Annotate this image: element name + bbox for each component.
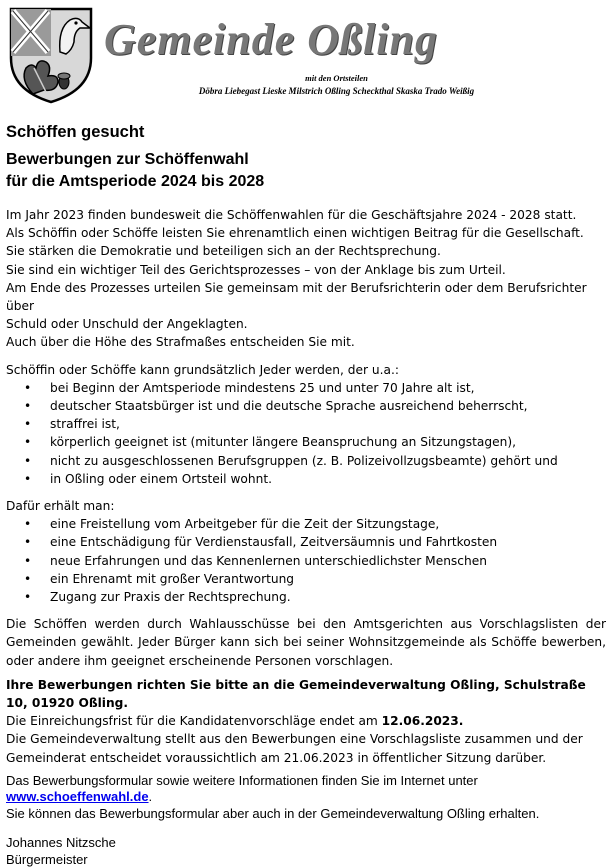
intro-line: Am Ende des Prozesses urteilen Sie gemeinsam mit der Berufsrichterin oder dem Berufsrichter über xyxy=(6,280,587,314)
selection-paragraph: Die Schöffen werden durch Wahlausschüsse bei den Amtsgerichten aus Vorschlagslisten der Gemeinden gewählt. Jeder Bürger kann sich bei seiner Wohnsitzgemeinde als Schöffe bewerben, oder andere ihm geeignet erscheinende Personen vorschlagen. xyxy=(6,617,606,668)
signature-role: Bürgermeister xyxy=(6,851,88,867)
list-item: • bei Beginn der Amtsperiode mindestens 25 und unter 70 Jahre alt ist, xyxy=(6,379,606,397)
list-item: • eine Entschädigung für Verdienstausfall, Zeitversäumnis und Fahrtkosten xyxy=(6,533,606,551)
list-item: • straffrei ist, xyxy=(6,415,606,433)
municipality-title: Gemeinde Oßling xyxy=(104,15,438,64)
benefits-lead: Dafür erhält man: xyxy=(6,499,115,514)
districts-list: Döbra Liebegast Lieske Milstrich Oßling Scheckthal Skaska Trado Weißig xyxy=(198,86,475,96)
website-link[interactable]: www.schoeffenwahl.de xyxy=(6,789,149,805)
list-item: • neue Erfahrungen und das Kennenlernen unterschiedlichster Menschen xyxy=(6,552,606,570)
form-info-line: Das Bewerbungsformular sowie weitere Informationen finden Sie im Internet unter xyxy=(6,772,478,788)
list-item: • in Oßling oder einem Ortsteil wohnt. xyxy=(6,470,606,488)
subtitle-line-1: Bewerbungen zur Schöffenwahl xyxy=(6,151,249,168)
deadline-date: 12.06.2023. xyxy=(381,714,464,729)
letterhead xyxy=(0,0,613,110)
form-link-line xyxy=(6,789,606,806)
intro-section xyxy=(6,206,606,767)
subtitle-line-2: für die Amtsperiode 2024 bis 2028 xyxy=(6,173,265,190)
list-item: • körperlich geeignet ist (mitunter längere Beanspruchung an Sitzungstagen), xyxy=(6,433,606,451)
council-decision: Die Gemeindeverwaltung stellt aus den Bewerbungen eine Vorschlagsliste zusammen und der Gemeinderat entscheidet voraussichtlich am 21.06.2023 in öffentlicher Sitzung darüber. xyxy=(6,732,583,765)
list-item: • deutscher Staatsbürger ist und die deutsche Sprache ausreichend beherrscht, xyxy=(6,397,606,415)
intro-line: Im Jahr 2023 finden bundesweit die Schöffenwahlen für die Geschäftsjahre 2024 - 2028 statt. xyxy=(6,208,577,222)
signature-name: Johannes Nitzsche xyxy=(6,835,116,851)
intro-line: Sie stärken die Demokratie und beteiligen sich an der Rechtsprechung. xyxy=(6,244,441,259)
list-item: • ein Ehrenamt mit großer Verantwortung xyxy=(6,570,606,588)
form-info-section xyxy=(6,773,606,868)
form-info-line: Sie können das Bewerbungsformular aber auch in der Gemeindeverwaltung Oßling erhalten. xyxy=(6,805,540,821)
list-item: • eine Freistellung vom Arbeitgeber für die Zeit der Sitzungstage, xyxy=(6,515,606,533)
list-item: • Zugang zur Praxis der Rechtsprechung. xyxy=(6,588,606,606)
notice-content xyxy=(6,122,606,868)
deadline-line xyxy=(6,712,606,730)
intro-line: Auch über die Höhe des Strafmaßes entscheiden Sie mit. xyxy=(6,335,355,350)
intro-line: Als Schöffin oder Schöffe leisten Sie ehrenamtlich einen wichtigen Beitrag für die Gesellschaft. xyxy=(6,226,584,241)
page-title: Schöffen gesucht xyxy=(6,123,145,141)
eligibility-lead: Schöffin oder Schöffe kann grundsätzlich Jeder werden, der u.a.: xyxy=(6,362,399,377)
intro-line: Schuld oder Unschuld der Angeklagten. xyxy=(6,317,248,332)
deadline-text: Die Einreichungsfrist für die Kandidatenvorschläge endet am xyxy=(6,714,382,729)
application-address: Ihre Bewerbungen richten Sie bitte an die Gemeindeverwaltung Oßling, Schulstraße 10, 01920 Oßling. xyxy=(6,677,586,711)
districts-label: mit den Ortsteilen xyxy=(305,73,368,83)
link-suffix: . xyxy=(148,789,153,805)
benefits-list xyxy=(6,515,606,606)
list-item: • nicht zu ausgeschlossenen Berufsgruppen (z. B. Polizeivollzugsbeamte) gehört und xyxy=(6,452,606,470)
eligibility-list xyxy=(6,379,606,488)
intro-line: Sie sind ein wichtiger Teil des Gerichtsprozesses – von der Anklage bis zum Urteil. xyxy=(6,262,506,277)
